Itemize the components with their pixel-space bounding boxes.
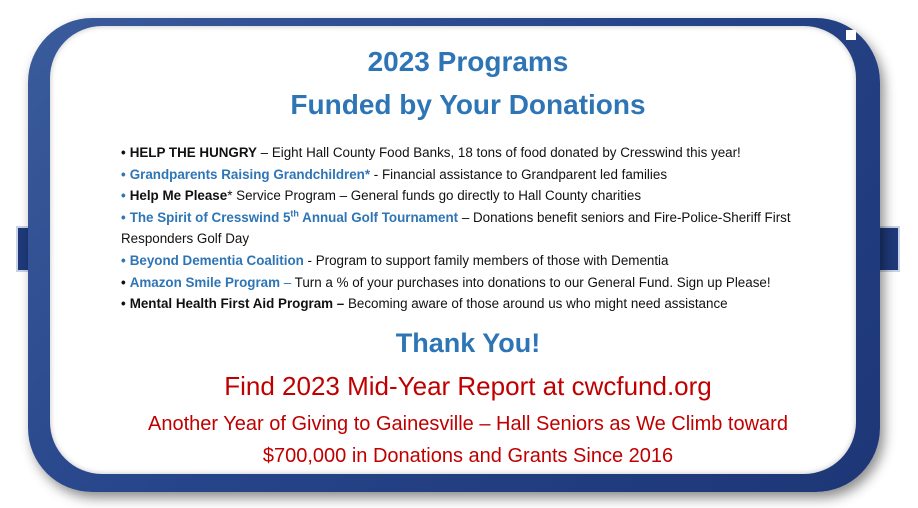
program-dash: -: [303, 252, 316, 268]
program-name: Help Me Please: [129, 188, 228, 204]
program-name: Grandparents Raising Grandchildren*: [129, 166, 371, 182]
thank-you-heading: Thank You!: [395, 328, 541, 358]
program-description: Turn a % of your purchases into donations to our General Fund. Sign up Please!: [294, 274, 771, 290]
bullet: •: [121, 274, 126, 290]
program-name: HELP THE HUNGRY: [129, 145, 257, 160]
bullet: •: [121, 209, 126, 225]
program-name-suffix: * Service Program: [227, 188, 336, 204]
program-item-beyond-dementia: [121, 250, 833, 272]
program-dash: -: [370, 166, 382, 182]
program-item-golf-tournament: [121, 207, 833, 250]
program-dash: –: [256, 145, 272, 160]
ordinal-suffix: th: [290, 208, 299, 219]
program-name: Beyond Dementia Coalition: [129, 252, 304, 268]
program-description: General funds go directly to Hall County charities: [350, 188, 642, 204]
program-description: Becoming aware of those around us who might need assistance: [347, 296, 728, 312]
program-name: Amazon Smile Program: [129, 274, 281, 290]
program-item-mental-health: [121, 293, 833, 315]
program-description: Financial assistance to Grandparent led families: [381, 166, 668, 182]
program-dash: –: [333, 296, 348, 312]
program-dash: –: [280, 274, 295, 290]
bullet: •: [121, 188, 126, 204]
mid-year-report-line: Find 2023 Mid-Year Report at cwcfund.org: [224, 371, 712, 401]
program-item-amazon-smile: [121, 272, 833, 294]
program-item-grandparents: [121, 164, 833, 186]
program-name: [130, 210, 458, 225]
title-line-1: 2023 Programs: [367, 46, 569, 77]
program-name-start: The Spirit of Cresswind 5: [129, 209, 291, 225]
program-item-help-the-hungry: [121, 142, 833, 164]
program-description: Donations benefit seniors and Fire-Police-Sheriff First Responders Golf Day: [121, 209, 791, 247]
bullet: •: [121, 145, 126, 160]
tagline-line-1: Another Year of Giving to Gainesville – Hall Seniors as We Climb toward: [148, 413, 788, 435]
program-description: Program to support family members of those with Dementia: [315, 252, 669, 268]
bullet: •: [121, 166, 126, 182]
program-name: Mental Health First Aid Program: [129, 296, 334, 312]
program-item-help-me-please: [121, 185, 833, 207]
program-dash: –: [335, 188, 351, 204]
corner-notch: [846, 30, 856, 40]
bullet: •: [121, 296, 126, 312]
program-description: Eight Hall County Food Banks, 18 tons of food donated by Cresswind this year!: [271, 145, 741, 160]
program-name-end: Annual Golf Tournament: [298, 209, 459, 225]
program-dash: –: [458, 209, 474, 225]
bullet: •: [121, 252, 126, 268]
title-line-2: Funded by Your Donations: [290, 89, 646, 120]
program-list: [121, 142, 833, 315]
tagline-line-2: $700,000 in Donations and Grants Since 2016: [262, 445, 674, 467]
